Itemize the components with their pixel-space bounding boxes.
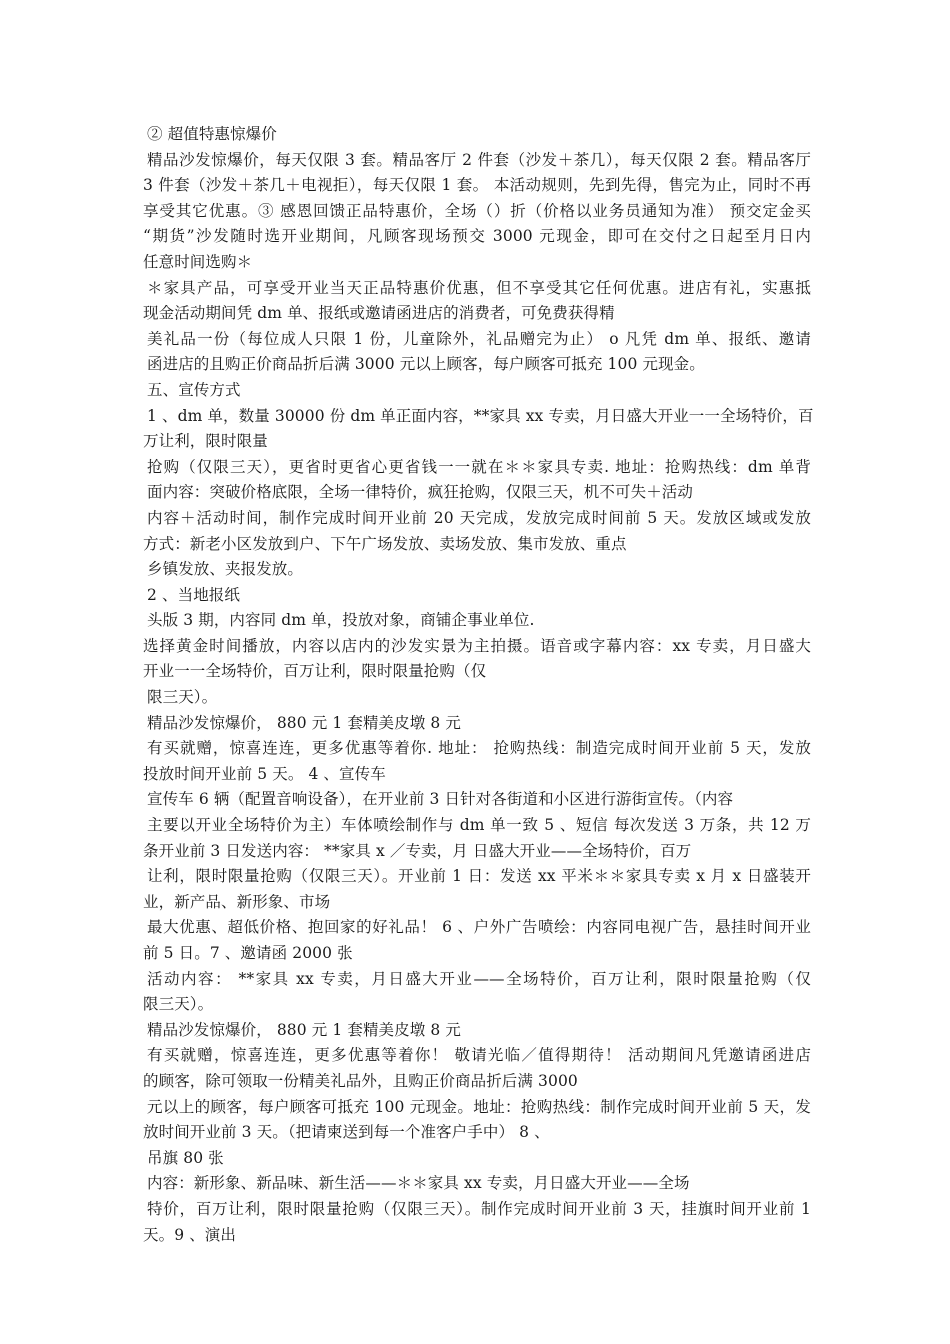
document-line: 有买就赠，惊喜连连，更多优惠等着你. 地址： 抢购热线：制造完成时间开业前 5 天，发放 [147, 739, 811, 758]
document-line: 条开业前 3 日发送内容： **家具 x ／专卖，月 日盛大开业——全场特价，百万 [143, 841, 692, 860]
document-line: 吊旗 80 张 [147, 1148, 224, 1167]
document-line: 精品沙发惊爆价， 880 元 1 套精美皮墩 8 元 [147, 1020, 461, 1039]
document-line: 五、宣传方式 [147, 380, 241, 399]
document-line: 面内容：突破价格底限，全场一律特价，疯狂抢购，仅限三天，机不可失＋活动 [147, 483, 694, 502]
document-line: ＊家具产品，可享受开业当天正品特惠价优惠，但不享受其它任何优惠。进店有礼，实惠抵 [147, 278, 811, 297]
document-line: 美礼品一份（每位成人只限 1 份，儿童除外，礼品赠完为止） o 凡凭 dm 单、报纸、邀请 [147, 329, 811, 348]
document-line: 选择黄金时间播放，内容以店内的沙发实景为主拍摄。语音或字幕内容：xx 专卖，月日盛大 [143, 636, 811, 655]
document-line: 内容：新形象、新品味、新生活——＊＊家具 xx 专卖，月日盛大开业——全场 [147, 1174, 690, 1193]
document-line: 有买就赠，惊喜连连，更多优惠等着你！ 敬请光临／值得期待！ 活动期间凡凭邀请函进店 [147, 1046, 811, 1065]
document-line: 乡镇发放、夹报发放。 [147, 560, 304, 579]
document-line: 精品沙发惊爆价， 880 元 1 套精美皮墩 8 元 [147, 713, 461, 732]
document-line: 投放时间开业前 5 天。 4 、宣传车 [143, 764, 386, 783]
document-line: 头版 3 期，内容同 dm 单，投放对象，商铺企事业单位. [147, 611, 535, 630]
document-line: “期货”沙发随时选开业期间，凡顾客现场预交 3000 元现金，即可在交付之日起至月日内 [143, 227, 811, 246]
document-line: ② 超值特惠惊爆价 [147, 125, 277, 143]
document-line: 方式：新老小区发放到户、下午广场发放、卖场发放、集市发放、重点 [143, 534, 627, 553]
document-line: 内容＋活动时间，制作完成时间开业前 20 天完成，发放完成时间前 5 天。发放区域或发放 [147, 508, 811, 527]
document-line: 活动内容： **家具 xx 专卖，月日盛大开业——全场特价，百万让利，限时限量抢购（仅 [147, 969, 811, 988]
document-body [143, 122, 814, 1248]
document-line: 前 5 日。7 、邀请函 2000 张 [143, 944, 353, 962]
document-line: 函进店的且购正价商品折后满 3000 元以上顾客，每户顾客可抵充 100 元现金。 [147, 355, 705, 374]
document-line: 元以上的顾客，每户顾客可抵充 100 元现金。地址：抢购热线：制作完成时间开业前 5 天，发 [147, 1097, 811, 1116]
document-line: 业，新产品、新形象、市场 [143, 892, 331, 911]
document-line: 1 、dm 单，数量 30000 份 dm 单正面内容，**家具 xx 专卖，月日盛大开业一一全场特价，百 [147, 406, 814, 425]
document-line: 的顾客，除可领取一份精美礼品外，且购正价商品折后满 3000 [143, 1071, 578, 1090]
document-line: 限三天）。 [143, 995, 214, 1014]
document-line: 特价，百万让利，限时限量抢购（仅限三天）。制作完成时间开业前 3 天，挂旗时间开业前 1 [147, 1199, 811, 1218]
document-line: 精品沙发惊爆价，每天仅限 3 套。精品客厅 2 件套（沙发＋茶几），每天仅限 2 套。精品客厅 [147, 150, 811, 169]
document-line: 3 件套（沙发＋茶几＋电视拒），每天仅限 1 套。 本活动规则，先到先得，售完为止，同时不再 [143, 176, 811, 195]
document-line: 现金活动期间凭 dm 单、报纸或邀请函进店的消费者，可免费获得精 [143, 304, 615, 323]
document-line: 万让利，限时限量 [143, 432, 268, 451]
document-line: 放时间开业前 3 天。（把请柬送到每一个准客户手中） 8 、 [143, 1123, 550, 1142]
document-line: 任意时间选购＊ [143, 252, 253, 271]
document-line: 最大优惠、超低价格、抱回家的好礼品！ 6 、户外广告喷绘：内容同电视广告，悬挂时间开业 [147, 918, 811, 937]
document-line: 抢购（仅限三天），更省时更省心更省钱一一就在＊＊家具专卖. 地址：抢购热线：dm 单背 [147, 457, 811, 476]
document-line: 让利，限时限量抢购（仅限三天）。开业前 1 日：发送 xx 平米＊＊家具专卖 x 月 x 日盛装开 [147, 867, 811, 886]
document-line: 限三天）。 [147, 688, 218, 707]
document-line: 主要以开业全场特价为主）车体喷绘制作与 dm 单一致 5 、短信 每次发送 3 万条，共 12 万 [147, 816, 811, 835]
document-line: 享受其它优惠。③ 感恩回馈正品特惠价，全场（）折（价格以业务员通知为准） 预交定金买 [143, 201, 811, 220]
document-line: 天。9 、演出 [143, 1225, 236, 1244]
document-line: 2 、当地报纸 [147, 585, 240, 604]
document-line: 开业一一全场特价，百万让利，限时限量抢购（仅 [143, 662, 487, 681]
document-line: 宣传车 6 辆（配置音响设备），在开业前 3 日针对各街道和小区进行游街宣传。（内容 [147, 790, 734, 809]
